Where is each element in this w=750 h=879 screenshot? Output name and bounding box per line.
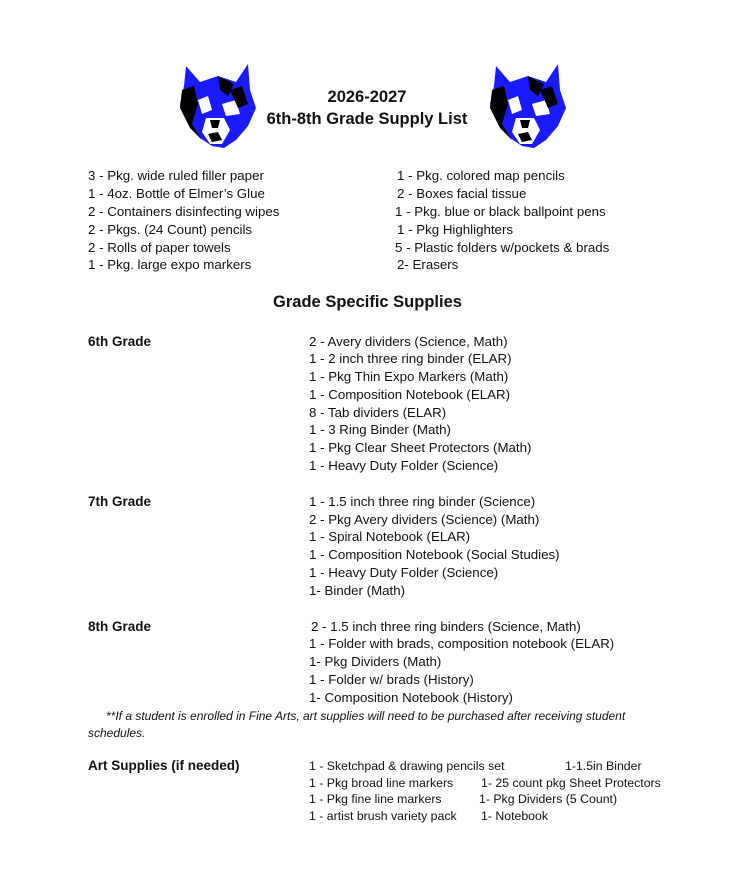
grade-item: 1 - Heavy Duty Folder (Science) [309, 565, 499, 580]
supply-item: 2- Erasers [397, 257, 459, 272]
art-item: 1- 25 count pkg Sheet Protectors [481, 776, 661, 790]
grade-item: 1 - Folder with brads, composition notebook (ELAR) [309, 636, 615, 651]
grade-item: 1 - Pkg Clear Sheet Protectors (Math) [309, 440, 532, 455]
fine-arts-note-cont: schedules. [88, 726, 146, 740]
grade-item: 1 - Pkg Thin Expo Markers (Math) [309, 369, 509, 384]
grade-item: 1- Composition Notebook (History) [309, 690, 513, 705]
supply-item: 1 - 4oz. Bottle of Elmer’s Glue [88, 186, 265, 201]
grade-item: 1 - Composition Notebook (Social Studies) [309, 547, 560, 562]
school-year: 2026-2027 [327, 88, 407, 106]
art-item: 1 - artist brush variety pack [309, 809, 457, 823]
grade-item: 1 - Spiral Notebook (ELAR) [309, 529, 471, 544]
art-item: 1-1.5in Binder [565, 759, 642, 773]
grade-item: 1 - 2 inch three ring binder (ELAR) [309, 351, 512, 366]
grade-label-6th: 6th Grade [88, 334, 152, 349]
grade-item: 1 - Heavy Duty Folder (Science) [309, 458, 499, 473]
grade-label-7th: 7th Grade [88, 494, 152, 509]
grade-item: 8 - Tab dividers (ELAR) [309, 405, 447, 420]
grade-item: 1 - 1.5 inch three ring binder (Science) [309, 494, 536, 509]
grade-item: 2 - 1.5 inch three ring binders (Science, Math) [311, 619, 581, 634]
grade-item: 1 - 3 Ring Binder (Math) [309, 422, 451, 437]
supply-item: 2 - Rolls of paper towels [88, 240, 231, 255]
grade-item: 1 - Composition Notebook (ELAR) [309, 387, 511, 402]
supply-item: 2 - Pkgs. (24 Count) pencils [88, 222, 253, 237]
grade-item: 1- Pkg Dividers (Math) [309, 654, 442, 669]
page-title: 6th-8th Grade Supply List [266, 110, 468, 128]
grade-item: 2 - Avery dividers (Science, Math) [309, 334, 508, 349]
art-item: 1 - Pkg broad line markers [309, 776, 454, 790]
supply-item: 3 - Pkg. wide ruled filler paper [88, 168, 264, 183]
supply-item: 1 - Pkg. large expo markers [88, 257, 252, 272]
art-item: 1- Notebook [481, 809, 548, 823]
supply-item: 2 - Containers disinfecting wipes [88, 204, 280, 219]
grade-item: 2 - Pkg Avery dividers (Science) (Math) [309, 512, 540, 527]
supply-item: 1 - Pkg Highlighters [397, 222, 514, 237]
supply-item: 1 - Pkg. colored map pencils [397, 168, 565, 183]
fine-arts-note: **If a student is enrolled in Fine Arts, art supplies will need to be purchased after receiving student [106, 709, 626, 723]
art-supplies-label: Art Supplies (if needed) [88, 758, 240, 773]
wolf-logo-right [488, 60, 568, 152]
grade-label-8th: 8th Grade [88, 619, 152, 634]
art-item: 1- Pkg Dividers (5 Count) [479, 792, 618, 806]
grade-specific-heading: Grade Specific Supplies [273, 293, 462, 311]
supply-item: 5 - Plastic folders w/pockets & brads [395, 240, 610, 255]
art-item: 1 - Pkg fine line markers [309, 792, 442, 806]
supply-item: 1 - Pkg. blue or black ballpoint pens [395, 204, 606, 219]
grade-item: 1 - Folder w/ brads (History) [309, 672, 474, 687]
supply-item: 2 - Boxes facial tissue [397, 186, 527, 201]
grade-item: 1- Binder (Math) [309, 583, 406, 598]
art-item: 1 - Sketchpad & drawing pencils set [309, 759, 505, 773]
